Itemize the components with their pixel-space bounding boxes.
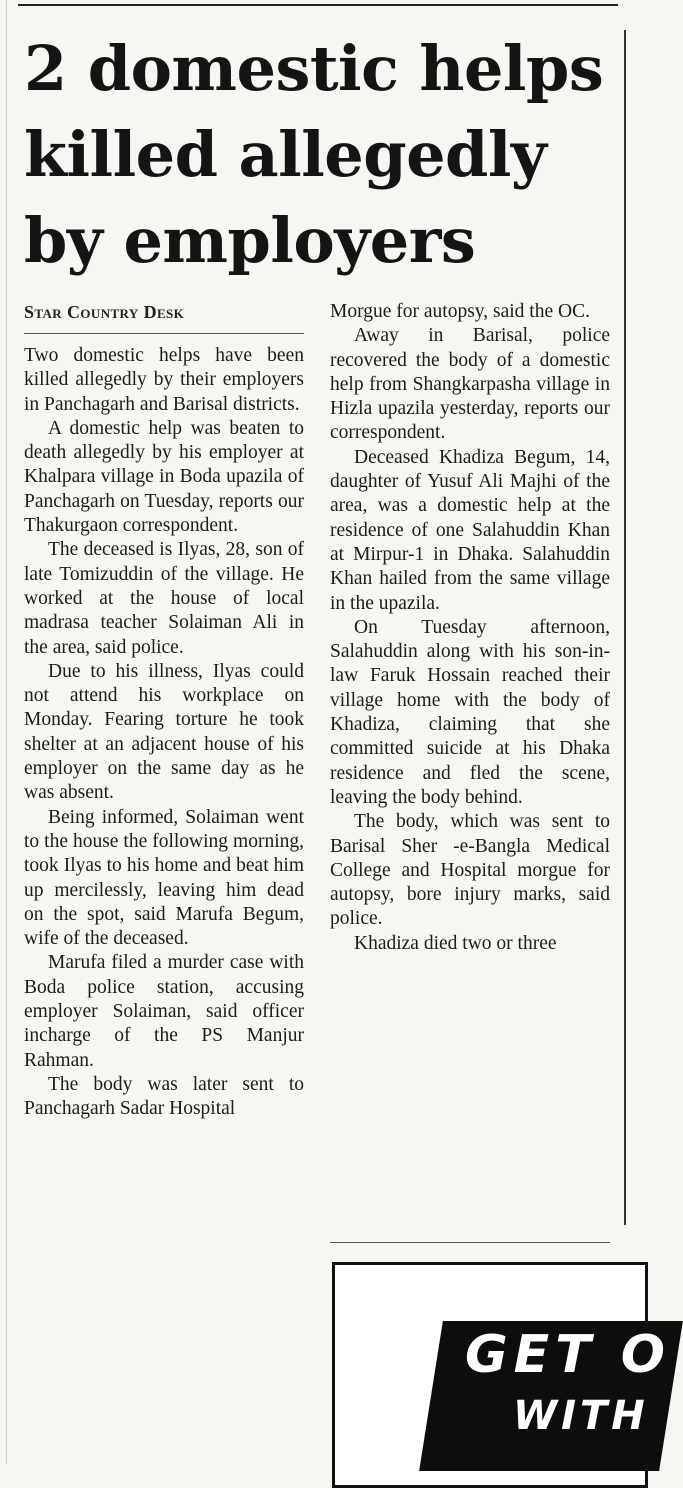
paragraph: Khadiza died two or three: [354, 932, 557, 954]
article-column-right: [330, 300, 610, 1200]
paragraph: The deceased is Ilyas, 28, son of late Tomizuddin of the village. He worked at the house of local madrasa teacher Solaiman Ali in the area, said police.: [24, 539, 304, 658]
paragraph-continuation: Morgue for autopsy, said the OC.: [330, 301, 590, 322]
paragraph: Two domestic helps have been killed allegedly by their employers in Panchagarh and Barisal districts.: [24, 345, 304, 415]
byline-divider: [24, 333, 304, 334]
ad-text-line1: GET O: [465, 1325, 671, 1385]
column-end-rule: [330, 1242, 610, 1243]
top-rule: [18, 4, 618, 6]
paragraph: Deceased Khadiza Begum, 14, daughter of Yusuf Ali Majhi of the area, was a domestic help at the residence of one Salahuddin Khan at Mirpur-1 in Dhaka. Salahuddin Khan hailed from the same village in the upazila.: [330, 446, 610, 614]
paragraph: The body, which was sent to Barisal Sher -e-Bangla Medical College and Hospital morgue for autopsy, bore injury marks, said police.: [330, 811, 610, 930]
paragraph: Due to his illness, Ilyas could not attend his workplace on Monday. Fearing torture he took shelter at an adjacent house of his employer on the same day as he was absent.: [24, 660, 304, 804]
byline: Star Country Desk: [24, 302, 185, 322]
ad-text-line2: WITH: [513, 1393, 649, 1439]
paragraph: On Tuesday afternoon, Salahuddin along with his son-in-law Faruk Hossain reached their village home with the body of Khadiza, claiming that she committed suicide at his Dhaka residence and fled the scene, leaving the body behind.: [330, 616, 610, 808]
column-separator-line: [624, 30, 626, 1225]
headline: 2 domestic helps killed allegedly by employers: [24, 32, 604, 277]
paragraph: Away in Barisal, police recovered the body of a domestic help from Shangkarpasha village in Hizla upazila yesterday, reports our correspondent.: [330, 325, 610, 444]
paragraph: The body was later sent to Panchagarh Sadar Hospital: [24, 1073, 304, 1120]
advertisement: [332, 1262, 671, 1488]
paragraph: Being informed, Solaiman went to the house the following morning, took Ilyas to his home and beat him up mercilessly, leaving him dead on the spot, said Marufa Begum, wife of the deceased.: [24, 806, 304, 950]
article-column-left: [24, 344, 304, 1464]
paragraph: Marufa filed a murder case with Boda police station, accusing employer Solaiman, said officer incharge of the PS Manjur Rahman.: [24, 952, 304, 1071]
page-edge-line: [6, 0, 7, 1464]
paragraph: A domestic help was beaten to death allegedly by his employer at Khalpara village in Boda upazila of Panchagarh on Tuesday, reports our Thakurgaon correspondent.: [24, 417, 304, 537]
